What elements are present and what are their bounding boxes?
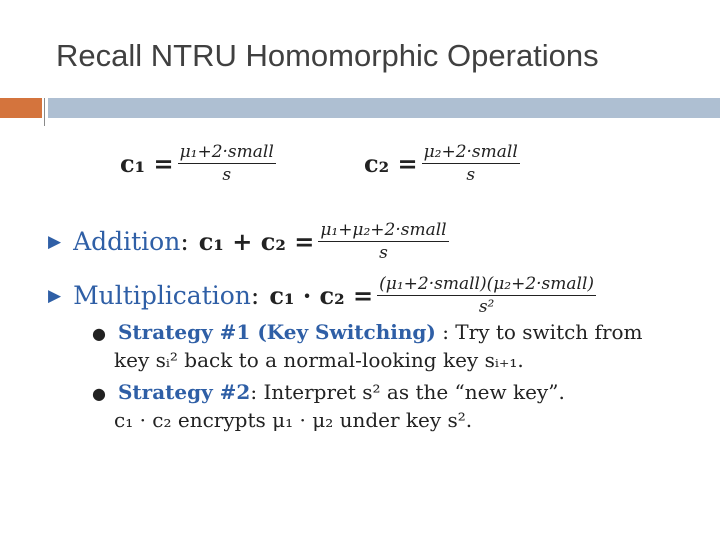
strategy-1-line-2: key sᵢ² back to a normal-looking key sᵢ₊₁.: [114, 348, 524, 372]
title-underline-bar: [48, 98, 720, 118]
c2-fraction: [422, 142, 520, 185]
addition-numerator: μ₁+μ₂+2·small: [320, 220, 447, 240]
addition-colon: :: [180, 227, 189, 256]
title-divider-line: [44, 98, 45, 126]
strategy-1-text: : Try to switch from: [435, 320, 643, 344]
c2-lhs: c₂ =: [364, 149, 418, 178]
addition-lhs: c₁ + c₂ =: [198, 227, 315, 256]
strategy-2-label: Strategy #2: [117, 380, 251, 404]
addition-fraction: [318, 220, 448, 263]
strategy-2-line-1: [92, 380, 565, 404]
c1-numerator: μ₁+2·small: [179, 142, 274, 162]
triangle-bullet-icon: ▶: [48, 231, 62, 252]
multiplication-colon: :: [250, 281, 260, 310]
multiplication-label: Multiplication: [73, 281, 251, 310]
dot-bullet-icon: ●: [92, 324, 106, 343]
strategy-2-text: : Interpret s² as the “new key”.: [250, 380, 565, 404]
c1-lhs: c₁ =: [120, 149, 174, 178]
multiplication-bullet: [48, 274, 600, 317]
c2-numerator: μ₂+2·small: [423, 142, 518, 162]
addition-label: Addition: [73, 227, 181, 256]
title-accent-bar: [0, 98, 42, 118]
multiplication-numerator: (μ₁+2·small)(μ₂+2·small): [379, 274, 595, 294]
addition-denominator: s: [379, 243, 388, 263]
multiplication-lhs: c₁ · c₂ =: [269, 281, 374, 310]
c1-equation: [120, 142, 280, 185]
c2-denominator: s: [466, 165, 476, 185]
dot-bullet-icon: ●: [92, 384, 106, 403]
c1-fraction: [178, 142, 276, 185]
triangle-bullet-icon: ▶: [48, 285, 62, 306]
multiplication-fraction: [377, 274, 596, 317]
slide-title: Recall NTRU Homomorphic Operations: [56, 38, 599, 73]
addition-bullet: [48, 220, 453, 263]
strategy-2-line-2: c₁ · c₂ encrypts μ₁ · μ₂ under key s².: [114, 408, 473, 432]
multiplication-denominator: s²: [478, 297, 495, 317]
c1-denominator: s: [222, 165, 232, 185]
strategy-1-label: Strategy #1 (Key Switching): [117, 320, 436, 344]
strategy-1-line-1: [92, 320, 643, 344]
c2-equation: [364, 142, 524, 185]
